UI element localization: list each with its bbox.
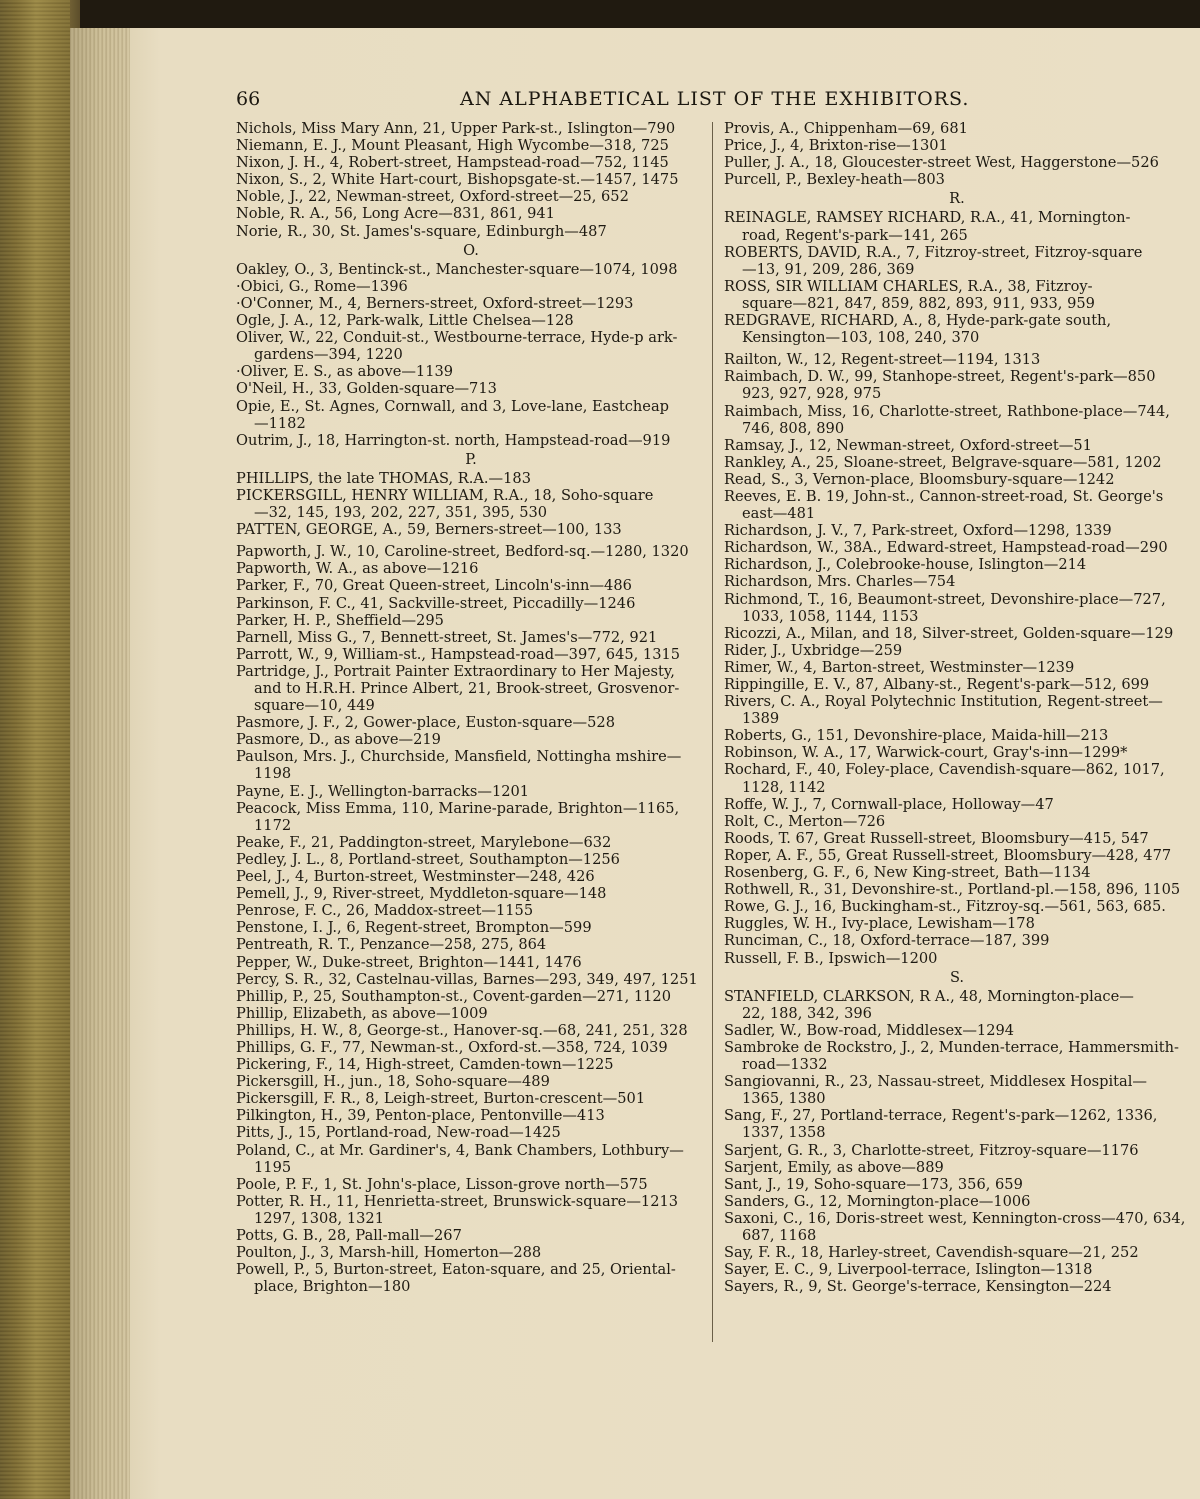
- exhibitor-entry: [236, 521, 706, 538]
- exhibitor-entry: [236, 432, 706, 449]
- exhibitor-entry: [236, 646, 706, 663]
- exhibitor-entry: [724, 1176, 1190, 1193]
- exhibitor-entry: [724, 591, 1190, 625]
- exhibitor-entry: [236, 595, 706, 612]
- exhibitor-entry: [236, 936, 706, 953]
- entry-continuation-line: 1172: [254, 816, 292, 834]
- entry-line: Parker, H. P., Sheffield—295: [236, 611, 444, 629]
- entry-line: O'Neil, H., 33, Golden-square—713: [236, 380, 497, 398]
- exhibitor-entry: [724, 988, 1190, 1022]
- exhibitor-entry: [724, 1073, 1190, 1107]
- exhibitor-entry: [236, 487, 706, 521]
- exhibitor-entry: [236, 560, 706, 577]
- entry-line: Peake, F., 21, Paddington-street, Marylebone—632: [236, 833, 612, 851]
- exhibitor-entry: [724, 488, 1190, 522]
- entry-line: ROSS, SIR WILLIAM CHARLES, R.A., 38, Fitzroy-: [724, 277, 1093, 295]
- exhibitor-entry: [724, 1193, 1190, 1210]
- entry-continuation-line: 1365, 1380: [742, 1090, 826, 1108]
- entry-continuation-line: 1337, 1358: [742, 1124, 826, 1142]
- page-title: AN ALPHABETICAL LIST OF THE EXHIBITORS.: [460, 88, 970, 110]
- entry-line: Penstone, I. J., 6, Regent-street, Brompton—599: [236, 919, 592, 937]
- exhibitor-entry: [236, 1090, 706, 1107]
- entry-line: Sant, J., 19, Soho-square—173, 356, 659: [724, 1175, 1023, 1193]
- entry-line: Phillip, Elizabeth, as above—1009: [236, 1004, 488, 1022]
- entry-line: Outrim, J., 18, Harrington-st. north, Hampstead-road—919: [236, 431, 671, 449]
- exhibitor-entry: [236, 577, 706, 594]
- exhibitor-entry: [724, 171, 1190, 188]
- exhibitor-entry: [724, 437, 1190, 454]
- exhibitor-entry: [724, 154, 1190, 171]
- exhibitor-entry: [724, 642, 1190, 659]
- entry-line: Pasmore, D., as above—219: [236, 731, 441, 749]
- entry-line: Russell, F. B., Ipswich—1200: [724, 949, 938, 967]
- column-divider: [712, 122, 713, 1342]
- entry-line: Paulson, Mrs. J., Churchside, Mansfield, Nottingha mshire—: [236, 748, 682, 766]
- exhibitor-entry: [236, 137, 706, 154]
- entry-line: Noble, J., 22, Newman-street, Oxford-street—25, 652: [236, 188, 629, 206]
- entry-line: Richardson, W., 38A., Edward-street, Hampstead-road—290: [724, 539, 1168, 557]
- section-letter-heading: P.: [465, 450, 477, 468]
- entry-line: Saxoni, C., 16, Doris-street west, Kennington-cross—470, 634,: [724, 1209, 1186, 1227]
- entry-line: Phillips, G. F., 77, Newman-st., Oxford-st.—358, 724, 1039: [236, 1038, 668, 1056]
- exhibitor-entry: [724, 625, 1190, 642]
- entry-line: Phillips, H. W., 8, George-st., Hanover-sq.—68, 241, 251, 328: [236, 1021, 688, 1039]
- entry-line: Parker, F., 70, Great Queen-street, Lincoln's-inn—486: [236, 577, 632, 595]
- exhibitor-entry: [236, 663, 706, 714]
- entry-line: Peel, J., 4, Burton-street, Westminster—248, 426: [236, 868, 595, 886]
- entry-line: Puller, J. A., 18, Gloucester-street West, Haggerstone—526: [724, 154, 1159, 172]
- exhibitor-entry: [724, 137, 1190, 154]
- entry-continuation-line: Kensington—103, 108, 240, 370: [742, 329, 980, 347]
- entry-line: Runciman, C., 18, Oxford-terrace—187, 399: [724, 932, 1050, 950]
- entry-continuation-line: and to H.R.H. Prince Albert, 21, Brook-street, Grosvenor-: [254, 680, 680, 697]
- entry-line: Raimbach, Miss, 16, Charlotte-street, Rathbone-place—744,: [724, 402, 1170, 420]
- exhibitor-entry: [724, 244, 1190, 278]
- entry-line: Sangiovanni, R., 23, Nassau-street, Middlesex Hospital—: [724, 1073, 1147, 1091]
- entry-line: Noble, R. A., 56, Long Acre—831, 861, 941: [236, 205, 555, 223]
- entry-line: Purcell, P., Bexley-heath—803: [724, 171, 945, 189]
- entry-line: Richardson, J., Colebrooke-house, Islington—214: [724, 556, 1087, 574]
- exhibitor-entry: [236, 188, 706, 205]
- entry-line: Rimer, W., 4, Barton-street, Westminster—1239: [724, 658, 1075, 676]
- entry-line: Roberts, G., 151, Devonshire-place, Maida-hill—213: [724, 727, 1109, 745]
- right-column: [724, 120, 1190, 1295]
- exhibitor-entry: [236, 329, 706, 363]
- entry-line: STANFIELD, CLARKSON, R A., 48, Mornington-place—: [724, 987, 1134, 1005]
- entry-line: Niemann, E. J., Mount Pleasant, High Wycombe—318, 725: [236, 137, 669, 155]
- book-top-background: [0, 0, 1200, 28]
- exhibitor-entry: [236, 714, 706, 731]
- entry-line: Pedley, J. L., 8, Portland-street, Southampton—1256: [236, 850, 620, 868]
- exhibitor-entry: [724, 813, 1190, 830]
- entry-line: Pickersgill, H., jun., 18, Soho-square—489: [236, 1073, 550, 1091]
- entry-line: Say, F. R., 18, Harley-street, Cavendish-square—21, 252: [724, 1244, 1139, 1262]
- section-letter-heading: O.: [463, 241, 479, 259]
- entry-line: Price, J., 4, Brixton-rise—1301: [724, 137, 948, 155]
- exhibitor-entry: [724, 796, 1190, 813]
- exhibitor-entry: [236, 851, 706, 868]
- exhibitor-entry: [724, 573, 1190, 590]
- entry-line: Rowe, G. J., 16, Buckingham-st., Fitzroy-sq.—561, 563, 685.: [724, 898, 1166, 916]
- exhibitor-entry: [724, 693, 1190, 727]
- entry-continuation-line: —13, 91, 209, 286, 369: [742, 260, 915, 278]
- exhibitor-entry: [724, 830, 1190, 847]
- exhibitor-entry: [236, 1176, 706, 1193]
- entry-line: Pickersgill, F. R., 8, Leigh-street, Burton-crescent—501: [236, 1090, 646, 1108]
- exhibitor-entry: [724, 915, 1190, 932]
- exhibitor-entry: [724, 539, 1190, 556]
- entry-line: Richardson, Mrs. Charles—754: [724, 573, 956, 591]
- entry-line: Peacock, Miss Emma, 110, Marine-parade, Brighton—1165,: [236, 799, 680, 817]
- exhibitor-entry: [236, 971, 706, 988]
- exhibitor-entry: [724, 881, 1190, 898]
- entry-continuation-line: 1198: [254, 765, 292, 783]
- entry-line: Roffe, W. J., 7, Cornwall-place, Holloway—47: [724, 795, 1054, 813]
- entry-line: Ramsay, J., 12, Newman-street, Oxford-street—51: [724, 436, 1092, 454]
- exhibitor-entry: [724, 1210, 1190, 1244]
- exhibitor-entry: [724, 454, 1190, 471]
- exhibitor-entry: [236, 205, 706, 222]
- exhibitor-entry: [236, 120, 706, 137]
- entry-line: Pentreath, R. T., Penzance—258, 275, 864: [236, 936, 547, 954]
- entry-line: Papworth, W. A., as above—1216: [236, 560, 479, 578]
- entry-line: REINAGLE, RAMSEY RICHARD, R.A., 41, Mornington-: [724, 209, 1131, 227]
- entry-line: ROBERTS, DAVID, R.A., 7, Fitzroy-street, Fitzroy-square: [724, 243, 1143, 261]
- entry-line: Pemell, J., 9, River-street, Myddleton-square—148: [236, 885, 607, 903]
- entry-line: Parnell, Miss G., 7, Bennett-street, St. James's—772, 921: [236, 628, 658, 646]
- entry-line: Pickering, F., 14, High-street, Camden-town—1225: [236, 1056, 614, 1074]
- exhibitor-entry: [236, 398, 706, 432]
- entry-line: Payne, E. J., Wellington-barracks—1201: [236, 782, 530, 800]
- exhibitor-entry: [724, 1142, 1190, 1159]
- entry-line: Potter, R. H., 11, Henrietta-street, Brunswick-square—1213: [236, 1192, 679, 1210]
- exhibitor-entry: [724, 1261, 1190, 1278]
- entry-line: Reeves, E. B. 19, John-st., Cannon-street-road, St. George's: [724, 487, 1164, 505]
- entry-line: Percy, S. R., 32, Castelnau-villas, Barnes—293, 349, 497, 1251: [236, 970, 698, 988]
- entry-line: Pitts, J., 15, Portland-road, New-road—1425: [236, 1124, 561, 1142]
- exhibitor-entry: [236, 278, 706, 295]
- exhibitor-entry: [724, 659, 1190, 676]
- exhibitor-entry: [236, 223, 706, 240]
- entry-line: ·O'Conner, M., 4, Berners-street, Oxford-street—1293: [236, 294, 634, 312]
- exhibitor-entry: [236, 902, 706, 919]
- entry-line: Pepper, W., Duke-street, Brighton—1441, 1476: [236, 953, 582, 971]
- exhibitor-entry: [236, 868, 706, 885]
- entry-line: Opie, E., St. Agnes, Cornwall, and 3, Love-lane, Eastcheap: [236, 397, 669, 415]
- entry-continuation-line: road—1332: [742, 1056, 828, 1074]
- exhibitor-entry: [236, 380, 706, 397]
- exhibitor-entry: [724, 312, 1190, 346]
- entry-line: Ruggles, W. H., Ivy-place, Lewisham—178: [724, 915, 1035, 933]
- entry-line: Nixon, S., 2, White Hart-court, Bishopsgate-st.—1457, 1475: [236, 171, 679, 189]
- entry-line: Parkinson, F. C., 41, Sackville-street, Piccadilly—1246: [236, 594, 636, 612]
- entry-line: Poole, P. F., 1, St. John's-place, Lisson-grove north—575: [236, 1175, 648, 1193]
- exhibitor-entry: [724, 368, 1190, 402]
- exhibitor-entry: [724, 403, 1190, 437]
- exhibitor-entry: [236, 954, 706, 971]
- exhibitor-entry: [724, 351, 1190, 368]
- entry-line: Rankley, A., 25, Sloane-street, Belgrave-square—581, 1202: [724, 453, 1162, 471]
- exhibitor-entry: [236, 363, 706, 380]
- entry-line: Provis, A., Chippenham—69, 681: [724, 120, 968, 137]
- entry-line: Ricozzi, A., Milan, and 18, Silver-street, Golden-square—129: [724, 624, 1174, 642]
- entry-continuation-line: —1182: [254, 414, 306, 432]
- entry-continuation-line: 1128, 1142: [742, 778, 826, 796]
- exhibitor-entry: [724, 1278, 1190, 1295]
- exhibitor-entry: [236, 171, 706, 188]
- entry-line: ·Oliver, E. S., as above—1139: [236, 363, 454, 381]
- exhibitor-entry: [724, 522, 1190, 539]
- exhibitor-entry: [724, 1022, 1190, 1039]
- entry-line: Sang, F., 27, Portland-terrace, Regent's-park—1262, 1336,: [724, 1107, 1158, 1125]
- exhibitor-entry: [724, 932, 1190, 949]
- section-letter-heading: S.: [949, 968, 965, 986]
- left-column: [236, 120, 706, 1295]
- entry-line: Sadler, W., Bow-road, Middlesex—1294: [724, 1021, 1015, 1039]
- exhibitor-entry: [236, 1244, 706, 1261]
- entry-line: Rothwell, R., 31, Devonshire-st., Portland-pl.—158, 896, 1105: [724, 881, 1181, 899]
- exhibitor-entry: [724, 744, 1190, 761]
- section-letter-heading: R.: [949, 190, 965, 208]
- entry-continuation-line: 1195: [254, 1158, 292, 1176]
- entry-line: Sayer, E. C., 9, Liverpool-terrace, Islington—1318: [724, 1261, 1093, 1279]
- entry-line: Papworth, J. W., 10, Caroline-street, Bedford-sq.—1280, 1320: [236, 543, 689, 561]
- exhibitor-entry: [236, 1227, 706, 1244]
- entry-continuation-line: 746, 808, 890: [742, 419, 845, 437]
- entry-continuation-line: square—821, 847, 859, 882, 893, 911, 933, 959: [742, 294, 1095, 312]
- exhibitor-entry: [724, 471, 1190, 488]
- entry-continuation-line: gardens—394, 1220: [254, 346, 403, 364]
- entry-line: Nixon, J. H., 4, Robert-street, Hampstead-road—752, 1145: [236, 154, 669, 172]
- exhibitor-entry: [724, 761, 1190, 795]
- exhibitor-entry: [236, 1193, 706, 1227]
- exhibitor-entry: [236, 612, 706, 629]
- entry-line: Parrott, W., 9, William-st., Hampstead-road—397, 645, 1315: [236, 645, 681, 663]
- exhibitor-entry: [236, 470, 706, 487]
- exhibitor-entry: [236, 261, 706, 278]
- entry-line: Sayers, R., 9, St. George's-terrace, Kensington—224: [724, 1278, 1112, 1296]
- entry-line: Richardson, J. V., 7, Park-street, Oxford—1298, 1339: [724, 522, 1112, 540]
- entry-line: Rosenberg, G. F., 6, New King-street, Bath—1134: [724, 864, 1091, 882]
- exhibitor-entry: [236, 312, 706, 329]
- exhibitor-entry: [236, 629, 706, 646]
- exhibitor-entry: [236, 1107, 706, 1124]
- entry-continuation-line: —32, 145, 193, 202, 227, 351, 395, 530: [254, 504, 548, 522]
- exhibitor-entry: [724, 120, 1190, 137]
- entry-line: Sanders, G., 12, Mornington-place—1006: [724, 1192, 1031, 1210]
- entry-line: Rivers, C. A., Royal Polytechnic Institution, Regent-street—: [724, 693, 1163, 711]
- exhibitor-entry: [724, 278, 1190, 312]
- entry-line: Rolt, C., Merton—726: [724, 812, 886, 830]
- entry-continuation-line: road, Regent's-park—141, 265: [742, 226, 968, 244]
- entry-line: PATTEN, GEORGE, A., 59, Berners-street—100, 133: [236, 521, 622, 539]
- exhibitor-entry: [236, 1124, 706, 1141]
- exhibitor-entry: [724, 676, 1190, 693]
- entry-line: Sambroke de Rockstro, J., 2, Munden-terrace, Hammersmith-: [724, 1038, 1179, 1056]
- book-cloth-binding: [0, 0, 70, 1499]
- exhibitor-entry: [724, 209, 1190, 243]
- entry-line: Rochard, F., 40, Foley-place, Cavendish-square—862, 1017,: [724, 761, 1165, 779]
- exhibitor-entry: [236, 731, 706, 748]
- entry-line: Pasmore, J. F., 2, Gower-place, Euston-square—528: [236, 714, 615, 732]
- exhibitor-entry: [724, 1039, 1190, 1073]
- exhibitor-entry: [724, 1107, 1190, 1141]
- exhibitor-entry: [724, 556, 1190, 573]
- entry-line: Richmond, T., 16, Beaumont-street, Devonshire-place—727,: [724, 590, 1166, 608]
- exhibitor-entry: [724, 950, 1190, 967]
- entry-line: Roods, T. 67, Great Russell-street, Bloomsbury—415, 547: [724, 829, 1149, 847]
- entry-line: ·Obici, G., Rome—1396: [236, 277, 408, 295]
- entry-line: PICKERSGILL, HENRY WILLIAM, R.A., 18, Soho-square: [236, 486, 654, 504]
- exhibitor-entry: [236, 1039, 706, 1056]
- entry-line: Phillip, P., 25, Southampton-st., Covent-garden—271, 1120: [236, 987, 672, 1005]
- exhibitor-entry: [724, 1159, 1190, 1176]
- entry-line: Rider, J., Uxbridge—259: [724, 641, 903, 659]
- entry-line: Norie, R., 30, St. James's-square, Edinburgh—487: [236, 222, 607, 240]
- entry-line: Poulton, J., 3, Marsh-hill, Homerton—288: [236, 1244, 542, 1262]
- entry-continuation-line: 687, 1168: [742, 1227, 817, 1244]
- exhibitor-entry: [724, 727, 1190, 744]
- exhibitor-entry: [236, 800, 706, 834]
- entry-continuation-line: 923, 927, 928, 975: [742, 385, 882, 403]
- exhibitor-entry: [236, 295, 706, 312]
- exhibitor-entry: [236, 834, 706, 851]
- page-fore-edge: [70, 28, 130, 1499]
- entry-line: REDGRAVE, RICHARD, A., 8, Hyde-park-gate south,: [724, 312, 1112, 330]
- entry-line: Sarjent, G. R., 3, Charlotte-street, Fitzroy-square—1176: [724, 1141, 1139, 1159]
- entry-continuation-line: 1033, 1058, 1144, 1153: [742, 607, 919, 625]
- entry-continuation-line: 22, 188, 342, 396: [742, 1004, 872, 1022]
- exhibitor-entry: [236, 543, 706, 560]
- exhibitor-entry: [236, 885, 706, 902]
- entry-line: Ogle, J. A., 12, Park-walk, Little Chelsea—128: [236, 312, 574, 330]
- page-number: 66: [236, 88, 261, 110]
- entry-line: Oakley, O., 3, Bentinck-st., Manchester-square—1074, 1098: [236, 260, 678, 278]
- entry-line: Penrose, F. C., 26, Maddox-street—1155: [236, 902, 534, 920]
- entry-line: Pilkington, H., 39, Penton-place, Pentonville—413: [236, 1107, 605, 1125]
- entry-line: Oliver, W., 22, Conduit-st., Westbourne-terrace, Hyde-p ark-: [236, 329, 678, 347]
- entry-line: Partridge, J., Portrait Painter Extraordinary to Her Majesty,: [236, 662, 675, 680]
- entry-continuation-line: 1389: [742, 710, 780, 728]
- entry-line: Railton, W., 12, Regent-street—1194, 1313: [724, 351, 1041, 369]
- exhibitor-entry: [236, 1005, 706, 1022]
- exhibitor-entry: [236, 1056, 706, 1073]
- exhibitor-entry: [236, 783, 706, 800]
- exhibitor-entry: [724, 1244, 1190, 1261]
- exhibitor-entry: [236, 919, 706, 936]
- exhibitor-entry: [236, 1142, 706, 1176]
- exhibitor-entry: [236, 1261, 706, 1295]
- exhibitor-entry: [236, 1073, 706, 1090]
- entry-continuation-line: 1297, 1308, 1321: [254, 1209, 384, 1227]
- entry-line: Potts, G. B., 28, Pall-mall—267: [236, 1227, 462, 1244]
- entry-continuation-line: place, Brighton—180: [254, 1278, 411, 1296]
- entry-line: Raimbach, D. W., 99, Stanhope-street, Regent's-park—850: [724, 368, 1156, 386]
- entry-line: Robinson, W. A., 17, Warwick-court, Gray's-inn—1299*: [724, 744, 1128, 762]
- entry-line: Sarjent, Emily, as above—889: [724, 1158, 944, 1176]
- entry-line: Powell, P., 5, Burton-street, Eaton-square, and 25, Oriental-: [236, 1261, 676, 1279]
- exhibitor-entry: [724, 864, 1190, 881]
- entry-line: Poland, C., at Mr. Gardiner's, 4, Bank Chambers, Lothbury—: [236, 1141, 684, 1159]
- entry-line: Rippingille, E. V., 87, Albany-st., Regent's-park—512, 699: [724, 676, 1150, 693]
- entry-line: Nichols, Miss Mary Ann, 21, Upper Park-st., Islington—790: [236, 120, 676, 137]
- exhibitor-entry: [724, 847, 1190, 864]
- entry-line: PHILLIPS, the late THOMAS, R.A.—183: [236, 469, 531, 487]
- exhibitor-entry: [724, 898, 1190, 915]
- entry-continuation-line: east—481: [742, 505, 816, 523]
- entry-line: Read, S., 3, Vernon-place, Bloomsbury-square—1242: [724, 470, 1115, 488]
- exhibitor-entry: [236, 988, 706, 1005]
- entry-line: Roper, A. F., 55, Great Russell-street, Bloomsbury—428, 477: [724, 846, 1172, 864]
- entry-continuation-line: square—10, 449: [254, 697, 375, 715]
- exhibitor-entry: [236, 1022, 706, 1039]
- exhibitor-entry: [236, 154, 706, 171]
- exhibitor-entry: [236, 748, 706, 782]
